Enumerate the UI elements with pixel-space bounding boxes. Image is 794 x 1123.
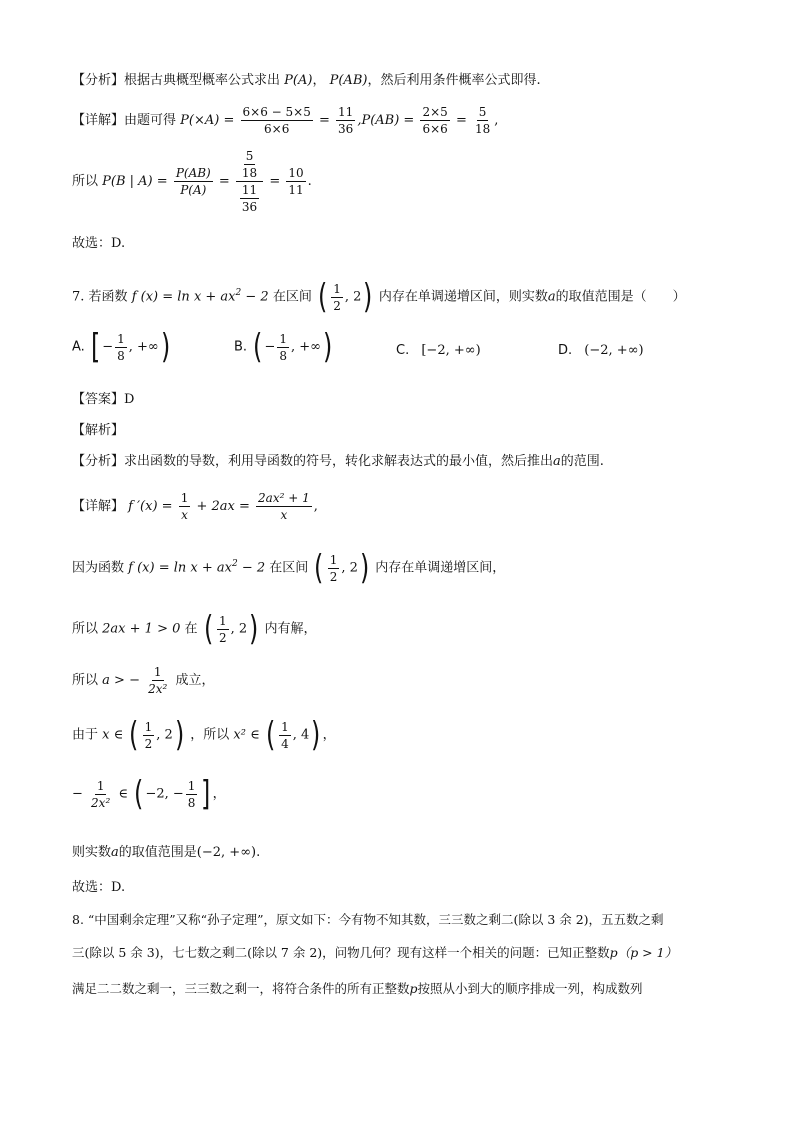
detail-line-1: 【详解】由题可得 P(×A) = $\frac{6\times 6 - 5\times 5}{6\times 6}$ = $\frac{11}{36}$ ,P(AB) = $\frac{2\times 5}{6\times 6}$ = $\frac{5}{18}$ , [72,105,499,136]
conditional-prob-line: 所以 P(B | A) = $\frac{P(AB)}{P(A)}$ = $\frac{\frac{5}{18}}{\frac{11}{36}}$ = $\frac{10}{11}$ . [72,149,312,214]
option-c[interactable]: C. [−2, +∞) [396,343,481,358]
fraction: $\frac{11}{36}$ [338,105,354,136]
conclusion-line: 则实数a的取值范围是(−2, +∞). [72,845,261,860]
option-d[interactable]: D. (−2, +∞) [558,343,644,358]
question-7: 7. 若函数 f $(x) = \ln x + ax^2 - 2$ 在区间 ( $\frac{1}{2}$ , 2) 内存在单调递增区间，则实数a的取值范围是（ ） [72,277,686,317]
fraction: $\frac{2\times 5}{6\times 6}$ [422,105,448,136]
option-a[interactable]: A. [ − $\frac{1}{8}$ , +∞) [72,327,171,367]
therefore-line-2: 所以 a > − $\frac{1}{\text{2x²}}$ 成立， [72,665,215,696]
detail-line-2: 【详解】 f ′(x) = $\frac{1}{x}$ + 2ax = $\frac{\text{2ax² + 1}}{x}$ , [72,491,318,522]
analysis-line-1: 【分析】根据古典概型概率公式求出 P(A)， P(AB)，然后利用条件概率公式即得. [72,73,541,88]
analysis-line-2: 【分析】求出函数的导数，利用导函数的符号，转化求解表达式的最小值，然后推出a的范围. [72,454,604,469]
answer-label: 【答案】D [72,392,135,407]
fraction: $\frac{P(AB)}{P(A)}$ [175,166,211,197]
question-8-line-2: 三(除以 5 余 3)，七七数之剩二(除以 7 余 2)，问物几何？现有这样一个相关的问题：已知正整数p（p > 1） [72,945,678,960]
solution-label: 【解析】 [72,423,125,438]
fraction: $\frac{5}{18}$ [474,105,491,136]
question-8-line-3: 满足二二数之剩一，三三数之剩一，将符合条件的所有正整数p按照从小到大的顺序排成一列，构成数列 [72,981,643,996]
question-8-line-1: 8. “中国剩余定理”又称“孙子定理”，原文如下：今有物不知其数，三三数之剩二(除以 3 余 2)，五五数之剩 [72,912,664,927]
compound-fraction: $\frac{\frac{5}{18}}{\frac{11}{36}}$ [236,150,263,213]
detail-tag: 【详解】 [72,113,125,128]
answer-choice-2: 故选：D. [72,880,126,895]
analysis-tag: 【分析】 [72,73,125,88]
therefore-line-1: 所以 2ax + 1 > 0 在 ( $\frac{1}{2}$ , 2) 内有解， [72,609,317,649]
fraction: $\frac{6\times 6 - 5\times 5}{6\times 6}$ [242,105,311,136]
since-line: 由于 x ∈ ( $\frac{1}{2}$ , 2) ，所以 x² ∈ ( $\frac{1}{4}$ , 4) ， [72,715,336,755]
fraction: $\frac{10}{11}$ [288,166,304,197]
answer-choice-1: 故选：D. [72,236,126,251]
because-line: 因为函数 f $(x) = \ln x + ax^2 - 2$ 在区间 ( $\frac{1}{2}$ , 2) 内存在单调递增区间， [72,548,506,588]
question-number: 7. [72,289,85,305]
option-b[interactable]: B. ( − $\frac{1}{8}$ , +∞) [234,327,333,367]
range-line: − $\frac{1}{\text{2x²}}$ ∈ ( −2, − $\frac{1}{8}$ ] ， [72,774,226,814]
